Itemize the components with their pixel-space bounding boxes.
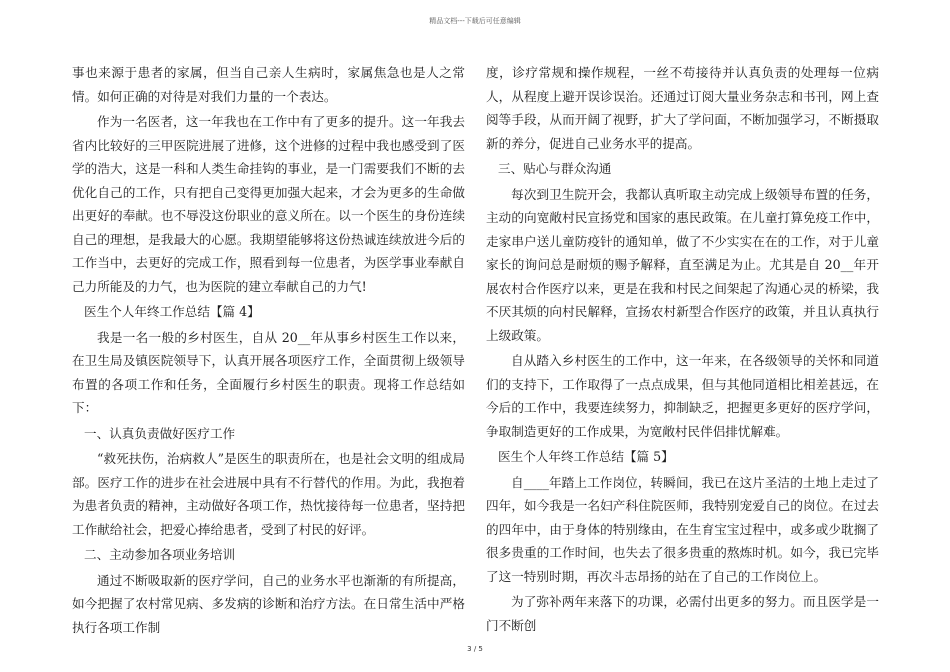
left-column: [72, 61, 465, 641]
body-paragraph: “救死扶伤，治病救人”是医生的职责所在，也是社会文明的组成局部。医疗工作的进步在社会进展中具有不行替代的作用。为此，我抱着为患者负责的精神，主动做好各项工作，热忱接待每一位患者，坚持把工作献给社会，把爱心捧给患者，受到了村民的好评。: [72, 451, 465, 537]
section-heading: 医生个人年终工作总结【篇 4】: [84, 304, 260, 319]
body-paragraph: 度，诊疗常规和操作规程，一丝不苟接待并认真负责的处理每一位病人，从程度上避开误诊误治。还通过订阅大量业务杂志和书刊，网上查阅等手段，从而开阔了视野，扩大了学问面，不断加强学习，不断摄取新的养分，促进自己业务水平的提高。: [486, 65, 879, 151]
body-paragraph: 事也来源于患者的家属，但当自己亲人生病时，家属焦急也是人之常情。如何正确的对待是对我们力量的一个表达。: [72, 65, 465, 104]
section-heading: 三、贴心与群众沟通: [498, 161, 612, 176]
body-paragraph: 通过不断吸取新的医疗学问，自己的业务水平也渐渐的有所提高，如今把握了农村常见病、多发病的诊断和治疗方法。在日常生活中严格执行各项工作制: [72, 572, 465, 635]
right-column: [486, 61, 879, 639]
section-heading: 一、认真负责做好医疗工作: [84, 425, 236, 441]
body-paragraph: 每次到卫生院开会，我都认真听取主动完成上级领导布置的任务，主动的向宽敞村民宣扬党和国家的惠民政策。在儿童打算免疫工作中，走家串户送儿童防疫针的通知单，做了不少实实在在的工作，对于儿童家长的询问总是耐烦的赐予解释，直至满足为止。尤其是自 20__年开展农村合作医疗以来，更是在我和村民之间架起了沟通心灵的桥梁，我不厌其烦的向村民解释，宣扬农村新型合作医疗的政策，并且认真执行上级政策。: [486, 186, 879, 343]
body-paragraph: 自____年踏上工作岗位，转瞬间，我已在这片圣洁的土地上走过了四年，如今我是一名妇产科住院医师，我特别宠爱自己的岗位。在过去的四年中，由于身体的特别缘由，在生育宝宝过程中，或多或少耽搁了很多贵重的工作时间，也失去了很多贵重的熬炼时机。如今，我已完毕了这一特别时期，再次斗志昂扬的站在了自己的工作岗位上。: [486, 474, 879, 584]
body-paragraph: 我是一名一般的乡村医生，自从 20__年从事乡村医生工作以来，在卫生局及镇医院领导下，认真开展各项医疗工作，全面贯彻上级领导布置的各项工作和任务，全面履行乡村医生的职责。现将工作总结如下：: [72, 329, 465, 415]
section-heading: 医生个人年终工作总结【篇 5】: [498, 449, 674, 464]
body-paragraph: 自从踏入乡村医生的工作中，这一年来，在各级领导的关怀和同道们的支持下，工作取得了一点点成果，但与其他同道相比相差甚远，在今后的工作中，我要连续努力，抑制缺乏，把握更多更好的医疗学问，争取制造更好的工作成果，为宽敞村民伴侣排忧解难。: [486, 353, 879, 439]
body-paragraph: 为了弥补两年来落下的功课，必需付出更多的努力。而且医学是一门不断创: [486, 594, 879, 633]
page-header: 精品文档---下载后可任意编辑: [429, 17, 521, 25]
body-paragraph: 作为一名医者，这一年我也在工作中有了更多的提升。这一年我去省内比较好的三甲医院进展了进修，这个进修的过程中我也感受到了医学的浩大，这是一科和人类生命挂钩的事业，是一门需要我们不断的去优化自己的工作，只有把自己变得更加强大起来，才会为更多的生命做出更好的奉献。也不辱没这份职业的意义所在。以一个医生的身份连续自己的理想，是我最大的心愿。我期望能够将这份热诚连续放进今后的工作当中，去更好的完成工作，照看到每一位患者，为医学事业奉献自己力所能及的力气，也为医院的建立奉献自己的力气!: [72, 114, 465, 294]
section-heading: 二、主动参加各项业务培训: [84, 547, 236, 562]
page-number: 3 / 5: [467, 645, 483, 653]
